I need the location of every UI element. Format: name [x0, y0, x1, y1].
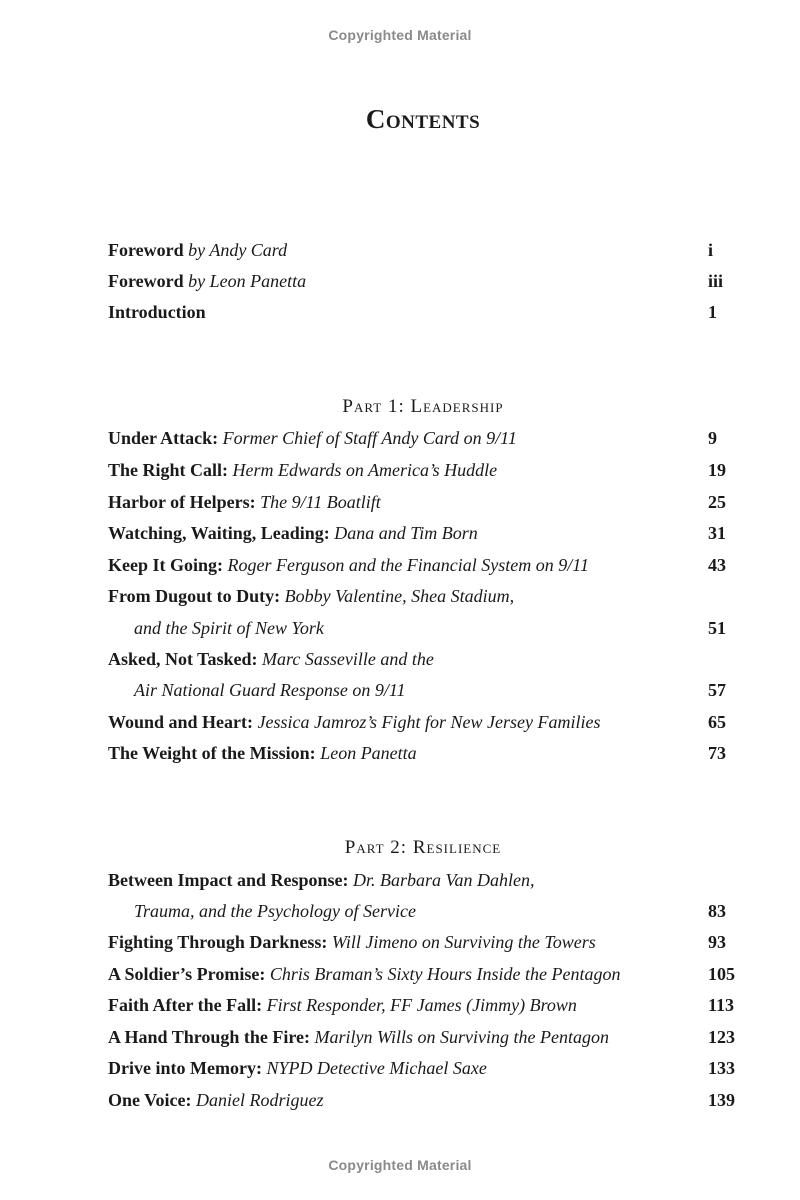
toc-entry-title: Keep It Going:: [108, 555, 223, 575]
toc-entry-page: 139: [708, 1090, 735, 1110]
toc-entry-subtitle: Daniel Rodriguez: [196, 1090, 324, 1110]
toc-entry-page: 43: [708, 555, 726, 575]
page-title: Contents: [365, 104, 481, 134]
toc-entry-subtitle: Marilyn Wills on Surviving the Pentagon: [314, 1027, 610, 1047]
toc-entry-page: 113: [708, 995, 735, 1015]
toc-entry-subtitle-continued: Trauma, and the Psychology of Service: [134, 901, 416, 921]
toc-entry[interactable]: [108, 959, 748, 990]
toc-entry-title: Under Attack:: [108, 428, 219, 448]
toc-entry-subtitle-continued: and the Spirit of New York: [134, 618, 324, 638]
toc-entry-title: Wound and Heart:: [108, 712, 254, 732]
toc-entry-page: 1: [708, 302, 717, 322]
toc-entry-continued[interactable]: [108, 613, 748, 644]
toc-entry-page: 133: [708, 1058, 735, 1078]
toc-entry-page: 51: [708, 618, 726, 638]
part-heading-resilience: Part 2: Resilience: [344, 837, 502, 858]
toc-entry[interactable]: [108, 550, 748, 581]
toc-entry-title: A Hand Through the Fire:: [108, 1027, 311, 1047]
toc-entry-subtitle: Dana and Tim Born: [334, 523, 478, 543]
toc-entry-continued[interactable]: [108, 896, 748, 927]
toc-entry-subtitle: NYPD Detective Michael Saxe: [266, 1058, 487, 1078]
toc-entry-page: 19: [708, 460, 726, 480]
toc-entry-page: 83: [708, 901, 726, 921]
toc-entry-subtitle: First Responder, FF James (Jimmy) Brown: [266, 995, 577, 1015]
toc-entry-title: The Weight of the Mission:: [108, 743, 316, 763]
toc-entry-page: 65: [708, 712, 726, 732]
toc-entry-subtitle: by Andy Card: [188, 240, 288, 260]
toc-entry-title: Foreword: [108, 240, 184, 260]
toc-entry-title: Faith After the Fall:: [108, 995, 263, 1015]
toc-entry-subtitle: Marc Sasseville and the: [262, 649, 434, 669]
toc-entry[interactable]: [108, 990, 748, 1021]
toc-entry[interactable]: [108, 487, 748, 518]
toc-entry[interactable]: [108, 644, 748, 675]
toc-entry-subtitle: Former Chief of Staff Andy Card on 9/11: [222, 428, 517, 448]
toc-entry-page: 25: [708, 492, 726, 512]
toc-entry-title: The Right Call:: [108, 460, 229, 480]
toc-entry[interactable]: [108, 1053, 748, 1084]
toc-entry-page: 73: [708, 743, 726, 763]
toc-entry-page: i: [708, 240, 714, 260]
toc-entry-title: Watching, Waiting, Leading:: [108, 523, 330, 543]
toc-entry[interactable]: [108, 581, 748, 612]
part-heading-leadership: Part 1: Leadership: [342, 396, 504, 417]
toc-entry-subtitle: Roger Ferguson and the Financial System on 9/11: [227, 555, 589, 575]
toc-entry-title: Harbor of Helpers:: [108, 492, 256, 512]
toc-entry-page: 31: [708, 523, 726, 543]
toc-entry-foreword-card[interactable]: [108, 235, 748, 266]
toc-entry-page: iii: [708, 271, 724, 291]
toc-entry-title: From Dugout to Duty:: [108, 586, 281, 606]
toc-entry[interactable]: [108, 707, 748, 738]
toc-entry-subtitle: by Leon Panetta: [188, 271, 307, 291]
toc-entry-subtitle: Chris Braman’s Sixty Hours Inside the Pentagon: [269, 964, 621, 984]
toc-entry-page: 93: [708, 932, 726, 952]
toc-entry[interactable]: [108, 423, 748, 454]
toc-entry-title: One Voice:: [108, 1090, 192, 1110]
toc-entry-subtitle: Dr. Barbara Van Dahlen,: [353, 870, 535, 890]
toc-entry-subtitle-continued: Air National Guard Response on 9/11: [134, 680, 406, 700]
toc-entry[interactable]: [108, 518, 748, 549]
toc-entry-title: Asked, Not Tasked:: [108, 649, 258, 669]
toc-entry[interactable]: [108, 455, 748, 486]
toc-entry-title: Between Impact and Response:: [108, 870, 349, 890]
toc-entry-subtitle: Herm Edwards on America’s Huddle: [232, 460, 498, 480]
toc-entry[interactable]: [108, 1085, 748, 1116]
toc-entry-subtitle: The 9/11 Boatlift: [260, 492, 381, 512]
toc-entry-continued[interactable]: [108, 675, 748, 706]
toc-entry-page: 105: [708, 964, 735, 984]
toc-entry-title: Fighting Through Darkness:: [108, 932, 328, 952]
toc-entry-title: Introduction: [108, 302, 206, 322]
copyright-watermark-bottom: Copyrighted Material: [328, 1157, 472, 1173]
toc-entry-title: Foreword: [108, 271, 184, 291]
toc-entry-subtitle: Will Jimeno on Surviving the Towers: [331, 932, 596, 952]
toc-entry-introduction[interactable]: [108, 297, 748, 328]
toc-entry-subtitle: Jessica Jamroz’s Fight for New Jersey Families: [257, 712, 601, 732]
toc-entry-title: A Soldier’s Promise:: [108, 964, 266, 984]
toc-entry[interactable]: [108, 1022, 748, 1053]
toc-entry-subtitle: Leon Panetta: [320, 743, 417, 763]
toc-entry[interactable]: [108, 865, 748, 896]
toc-entry[interactable]: [108, 927, 748, 958]
toc-entry-page: 123: [708, 1027, 735, 1047]
toc-entry-page: 57: [708, 680, 726, 700]
toc-entry[interactable]: [108, 738, 748, 769]
toc-entry-subtitle: Bobby Valentine, Shea Stadium,: [284, 586, 515, 606]
toc-entry-foreword-panetta[interactable]: [108, 266, 748, 297]
copyright-watermark-top: Copyrighted Material: [328, 27, 472, 43]
toc-entry-title: Drive into Memory:: [108, 1058, 262, 1078]
toc-entry-page: 9: [708, 428, 717, 448]
